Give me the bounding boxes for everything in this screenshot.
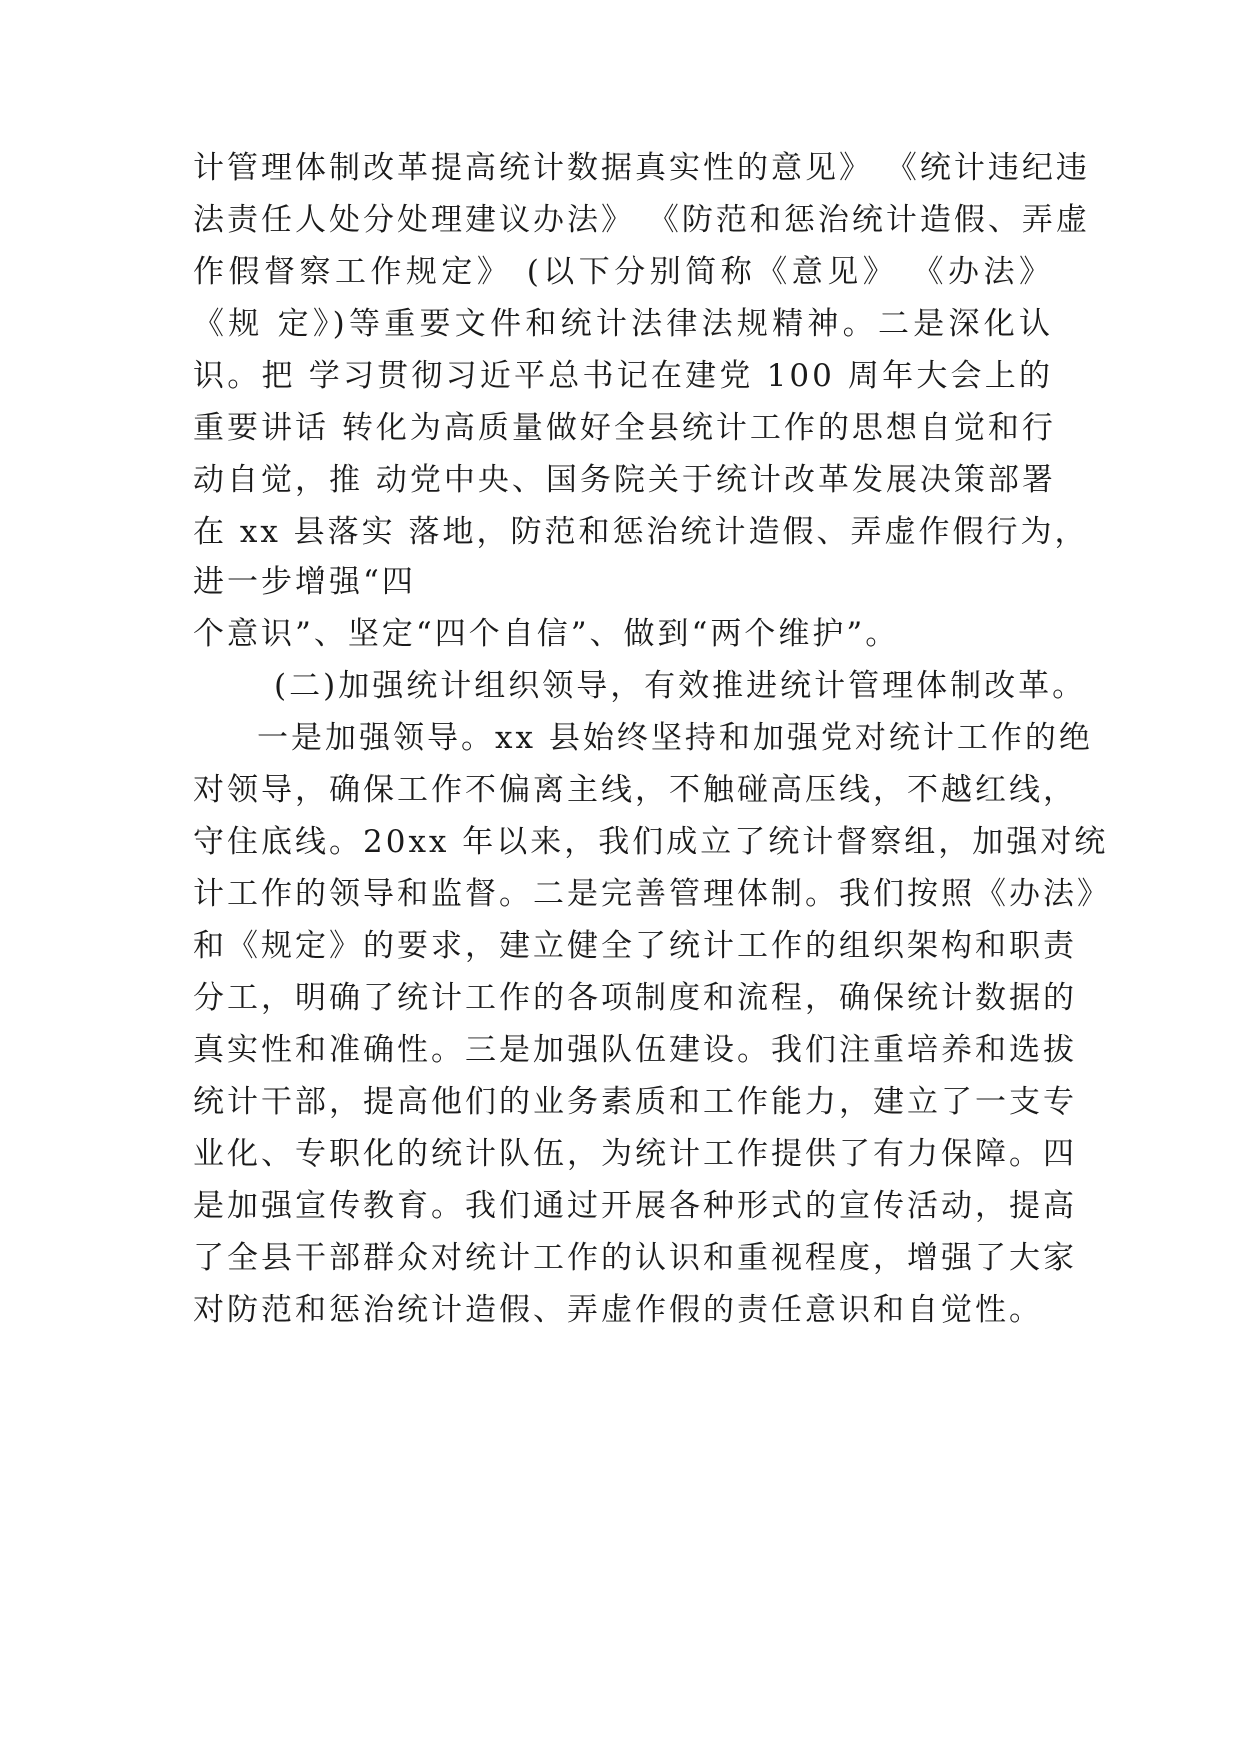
paragraph-line: 计工作的领导和监督。二是完善管理体制。我们按照《办法》: [193, 876, 1111, 912]
paragraph-line: 个意识”、坚定“四个自信”、做到“两个维护”。: [193, 616, 900, 652]
paragraph-line: 重要讲话 转化为高质量做好全县统计工作的思想自觉和行: [193, 410, 1056, 446]
paragraph-line: 《规 定》)等重要文件和统计法律法规精神。二是深化认: [193, 306, 1053, 342]
paragraph-line: 了全县干部群众对统计工作的认识和重视程度，增强了大家: [193, 1240, 1077, 1276]
paragraph-line: 对防范和惩治统计造假、弄虚作假的责任意识和自觉性。: [193, 1292, 1043, 1328]
paragraph-line: 是加强宣传教育。我们通过开展各种形式的宣传活动，提高: [193, 1188, 1077, 1224]
paragraph-line: 作假督察工作规定》 (以下分别简称《意见》 《办法》: [193, 254, 1053, 290]
paragraph-line: 业化、专职化的统计队伍，为统计工作提供了有力保障。四: [193, 1136, 1077, 1172]
paragraph-line: 法责任人处分处理建议办法》 《防范和惩治统计造假、弄虚: [193, 202, 1090, 238]
paragraph-line: 识。把 学习贯彻习近平总书记在建党 100 周年大会上的: [193, 358, 1053, 394]
paragraph-line: 分工，明确了统计工作的各项制度和流程，确保统计数据的: [193, 980, 1077, 1016]
paragraph-line: 对领导，确保工作不偏离主线，不触碰高压线，不越红线，: [193, 772, 1077, 808]
paragraph-line: 真实性和准确性。三是加强队伍建设。我们注重培养和选拔: [193, 1032, 1077, 1068]
paragraph-line: 动自觉，推 动党中央、国务院关于统计改革发展决策部署: [193, 462, 1056, 498]
paragraph-line: 一是加强领导。xx 县始终坚持和加强党对统计工作的绝: [257, 720, 1093, 756]
paragraph-line: 在 xx 县落实 落地，防范和惩治统计造假、弄虚作假行为，: [193, 514, 1089, 550]
section-heading: (二)加强统计组织领导，有效推进统计管理体制改革。: [274, 668, 1087, 704]
paragraph-line: 进一步增强“四: [193, 564, 416, 600]
paragraph-line: 守住底线。20xx 年以来，我们成立了统计督察组，加强对统: [193, 824, 1109, 860]
paragraph-line: 计管理体制改革提高统计数据真实性的意见》 《统计违纪违: [193, 150, 1090, 186]
paragraph-line: 统计干部，提高他们的业务素质和工作能力，建立了一支专: [193, 1084, 1077, 1120]
paragraph-line: 和《规定》的要求，建立健全了统计工作的组织架构和职责: [193, 928, 1077, 964]
